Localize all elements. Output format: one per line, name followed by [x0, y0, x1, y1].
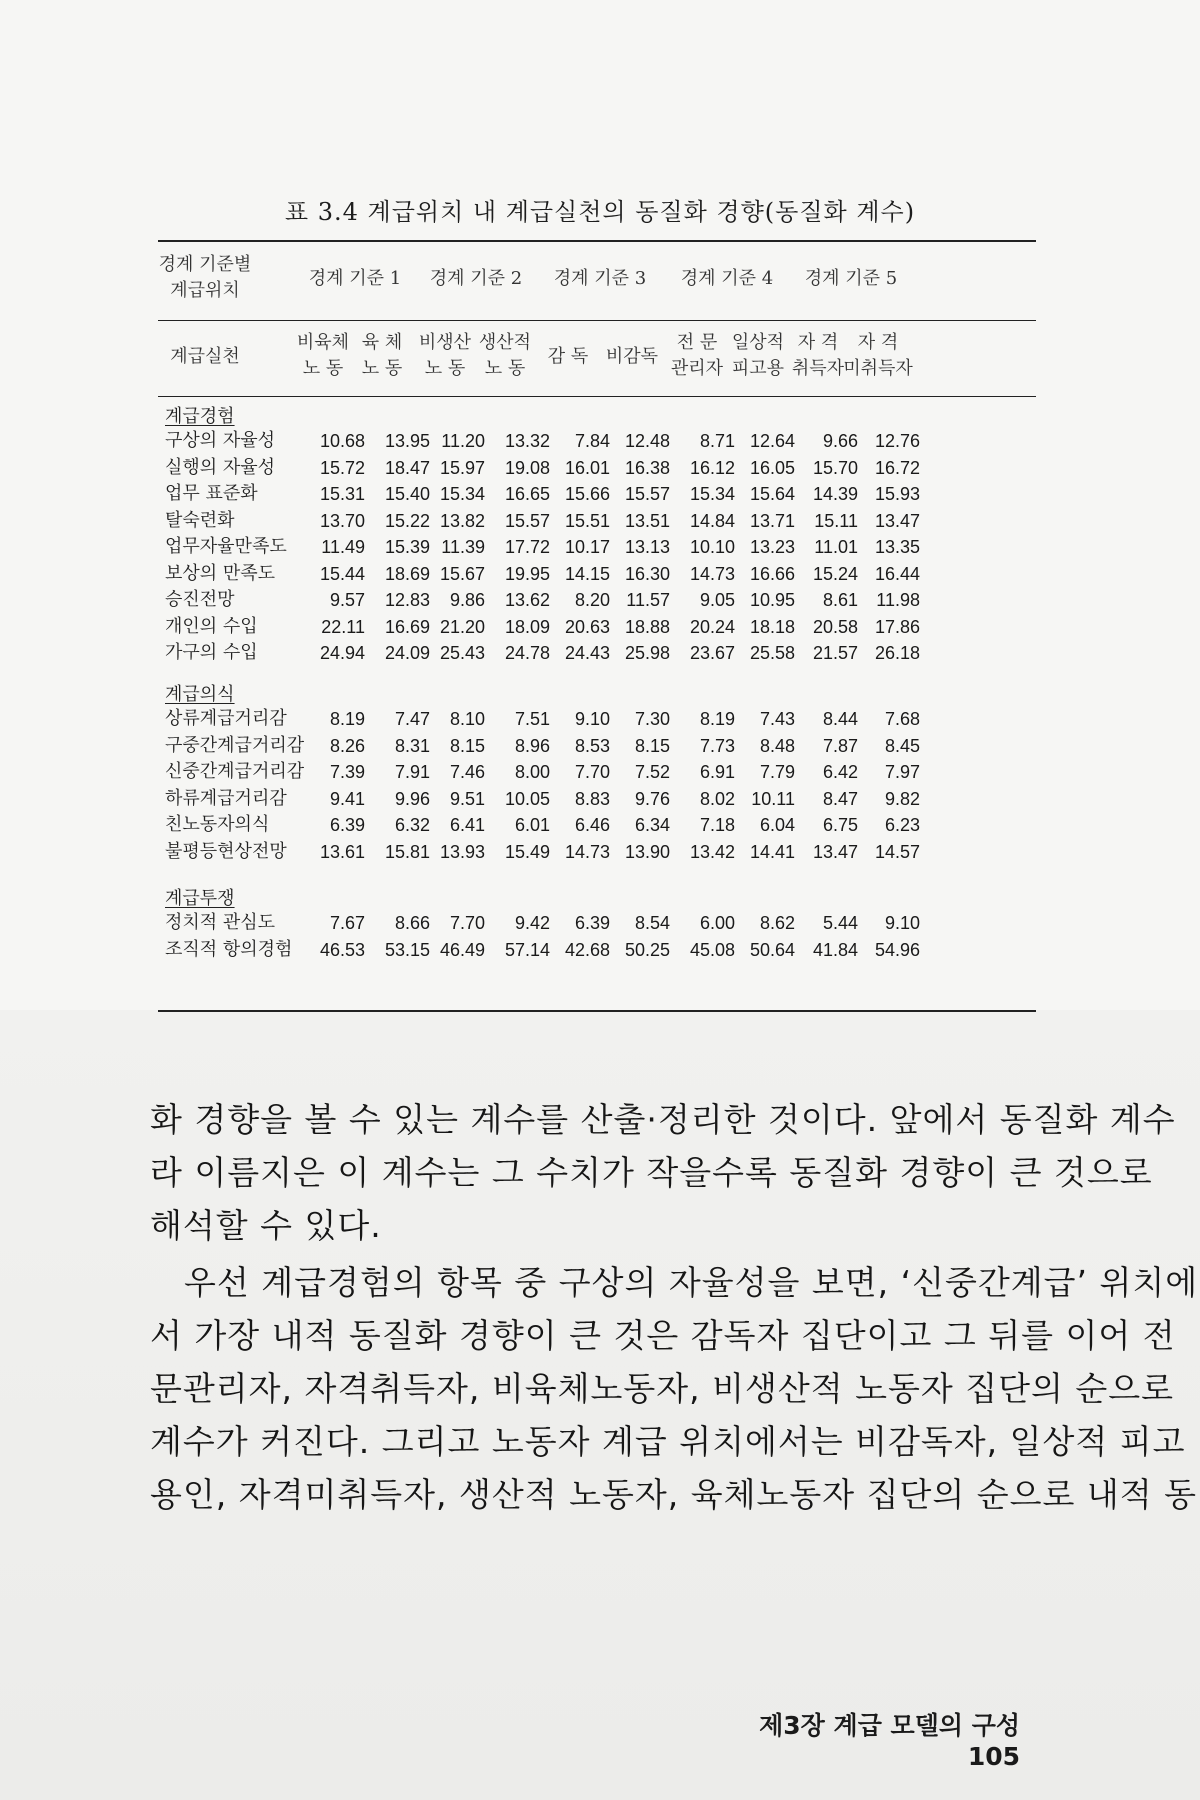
- chapter-title: 제3장 계급 모델의 구성: [759, 1711, 1020, 1740]
- table-row: [0, 561, 1200, 587]
- table-cell: 15.72: [319, 457, 365, 478]
- table-cell: 16.38: [624, 457, 670, 478]
- text-line: 서 가장 내적 동질화 경향이 큰 것은 감독자 집단이고 그 뒤를 이어 전: [150, 1316, 1176, 1355]
- page-footer: [700, 1706, 1020, 1771]
- header-column-line: 일상적: [731, 332, 785, 353]
- table-cell: 9.57: [329, 590, 365, 610]
- table-cell: 10.68: [319, 431, 365, 451]
- header-row-label-1: [150, 252, 260, 304]
- text-line: 우선 계급경험의 항목 중 구상의 자율성을 보면, ‘신중간계급’ 위치에: [184, 1263, 1199, 1302]
- table-cell: 6.00: [699, 913, 735, 933]
- table-cell: 9.66: [822, 431, 858, 451]
- table-cell: 8.26: [329, 735, 365, 756]
- table-cell: 57.14: [504, 939, 550, 960]
- header-column-line: 육 체: [361, 332, 403, 353]
- table-cell: 9.51: [449, 788, 485, 809]
- table-cell: 6.23: [884, 815, 920, 835]
- table-caption: 표 3.4 계급위치 내 계급실천의 동질화 경향(동질화 계수): [284, 198, 916, 226]
- table-cell: 11.98: [876, 590, 920, 610]
- row-label: 승진전망: [165, 589, 235, 610]
- table-cell: 8.47: [822, 788, 858, 809]
- table-cell: 10.10: [689, 537, 735, 557]
- table-cell: 14.84: [689, 510, 735, 531]
- table-cell: 7.18: [699, 815, 735, 835]
- table-cell: 16.69: [384, 616, 430, 637]
- table-cell: 16.72: [874, 457, 920, 478]
- table-cell: 13.47: [874, 510, 920, 531]
- table-cell: 6.41: [449, 815, 485, 835]
- header-column-line: 노 동: [361, 358, 403, 379]
- table-cell: 25.58: [749, 643, 795, 663]
- table-cell: 17.86: [874, 616, 920, 637]
- table-cell: 15.40: [384, 484, 430, 504]
- table-cell: 8.15: [634, 735, 670, 756]
- row-label: 친노동자의식: [165, 814, 270, 835]
- table-cell: 8.71: [699, 431, 735, 451]
- table-cell: 6.34: [634, 815, 670, 835]
- table-cell: 24.09: [384, 643, 430, 663]
- table-cell: 15.44: [319, 563, 365, 584]
- table-cell: 9.76: [634, 788, 670, 809]
- table-cell: 6.32: [394, 815, 430, 835]
- table-cell: 41.84: [812, 939, 858, 960]
- table-row: [0, 587, 1200, 613]
- table-cell: 13.61: [319, 841, 365, 862]
- header-column-line: 자 격: [857, 332, 899, 353]
- header-column-line: 전 문: [676, 332, 718, 353]
- table-cell: 8.02: [699, 788, 735, 809]
- table-cell: 15.66: [564, 484, 610, 504]
- table-cell: 13.47: [812, 841, 858, 862]
- table-cell: 8.96: [514, 735, 550, 756]
- table-cell: 6.75: [822, 815, 858, 835]
- row-label: 가구의 수입: [165, 642, 258, 663]
- table-cell: 11.49: [321, 537, 365, 557]
- table-cell: 15.34: [439, 484, 485, 504]
- body-paragraph-2: [150, 1256, 1199, 1521]
- table-row: [0, 812, 1200, 838]
- header-criterion: 경계 기준 3: [553, 268, 647, 289]
- table-cell: 15.51: [564, 510, 610, 531]
- table-cell: 42.68: [564, 939, 610, 960]
- table-cell: 9.41: [329, 788, 365, 809]
- table-cell: 53.15: [384, 939, 430, 960]
- table-cell: 16.01: [564, 457, 610, 478]
- table-row: [0, 937, 1200, 963]
- table-cell: 50.64: [749, 939, 795, 960]
- table-cell: 6.42: [822, 762, 858, 782]
- table-cell: 8.61: [822, 590, 858, 610]
- header-row-label-line: 계급위치: [170, 280, 240, 301]
- section-title: 계급투쟁: [165, 888, 235, 909]
- text-line: 화 경향을 볼 수 있는 계수를 산출·정리한 것이다. 앞에서 동질화 계수: [150, 1100, 1176, 1139]
- table-cell: 25.43: [439, 643, 485, 663]
- header-criterion: 경계 기준 5: [804, 268, 898, 289]
- table-cell: 16.05: [749, 457, 795, 478]
- table-cell: 20.24: [689, 616, 735, 637]
- table-row: [0, 839, 1200, 865]
- table-cell: 18.18: [749, 616, 795, 637]
- table-cell: 15.93: [874, 484, 920, 504]
- row-label: 신중간계급거리감: [165, 761, 305, 782]
- table-cell: 14.57: [874, 841, 920, 862]
- table-cell: 6.39: [574, 913, 610, 933]
- table-cell: 6.91: [699, 762, 735, 782]
- table-cell: 11.39: [441, 537, 485, 557]
- table-cell: 13.95: [384, 431, 430, 451]
- header-column-line: 피고용: [731, 358, 785, 379]
- table-cell: 15.22: [384, 510, 430, 531]
- table-cell: 18.88: [624, 616, 670, 637]
- row-label: 개인의 수입: [165, 615, 258, 637]
- row-label: 실행의 자율성: [165, 456, 276, 478]
- table-cell: 6.04: [759, 815, 795, 835]
- table-cell: 7.79: [759, 762, 795, 782]
- table-cell: 9.82: [884, 788, 920, 809]
- table-cell: 8.53: [574, 735, 610, 756]
- header-column-line: 노 동: [484, 358, 526, 379]
- table-cell: 9.10: [884, 913, 920, 933]
- table-cell: 9.96: [394, 788, 430, 809]
- table-cell: 25.98: [624, 643, 670, 663]
- table-cell: 12.83: [384, 590, 430, 610]
- table-cell: 14.73: [689, 563, 735, 584]
- table-cell: 24.43: [564, 643, 610, 663]
- table-cell: 7.67: [329, 913, 365, 933]
- table-row: [0, 534, 1200, 560]
- table-cell: 9.10: [574, 709, 610, 729]
- table-cell: 15.64: [749, 484, 795, 504]
- table-cell: 11.01: [814, 537, 858, 557]
- table-cell: 24.78: [504, 643, 550, 663]
- table-cell: 20.63: [564, 616, 610, 637]
- table-cell: 12.76: [874, 431, 920, 451]
- table-cell: 15.97: [439, 457, 485, 478]
- row-label: 불평등현상전망: [165, 840, 287, 862]
- table-cell: 7.47: [394, 709, 430, 729]
- table-cell: 13.93: [439, 841, 485, 862]
- section-title: 계급경험: [165, 406, 235, 427]
- table-cell: 16.66: [749, 563, 795, 584]
- table-row: [0, 455, 1200, 481]
- table-cell: 10.95: [749, 590, 795, 610]
- table-cell: 26.18: [874, 643, 920, 663]
- section-title: 계급의식: [165, 684, 235, 705]
- table-row: [0, 733, 1200, 759]
- text-line: 해석할 수 있다.: [150, 1206, 382, 1245]
- table-cell: 46.53: [319, 939, 365, 960]
- table-cell: 15.57: [504, 510, 550, 531]
- table-cell: 8.83: [574, 788, 610, 809]
- table-cell: 13.71: [749, 510, 795, 531]
- row-label: 조직적 항의경험: [165, 938, 293, 960]
- table-cell: 7.43: [759, 709, 795, 729]
- table-cell: 16.44: [874, 563, 920, 584]
- table-cell: 7.91: [394, 762, 430, 782]
- table-cell: 15.34: [689, 484, 735, 504]
- table-row: [0, 428, 1200, 454]
- row-label: 구상의 자율성: [165, 430, 276, 451]
- table-cell: 18.09: [504, 616, 550, 637]
- table-cell: 50.25: [624, 939, 670, 960]
- table-cell: 14.39: [812, 484, 858, 504]
- table-cell: 6.39: [329, 815, 365, 835]
- table-cell: 7.70: [574, 762, 610, 782]
- table-cell: 7.84: [574, 431, 610, 451]
- table-row: [0, 640, 1200, 666]
- table-cell: 15.49: [504, 841, 550, 862]
- table-cell: 6.01: [514, 815, 550, 835]
- table-cell: 10.17: [564, 537, 610, 557]
- header-column-line: 취득자: [791, 358, 845, 379]
- table-cell: 16.65: [504, 484, 550, 504]
- header-column-line: 생산적: [478, 332, 532, 353]
- table-cell: 20.58: [812, 616, 858, 637]
- header-criterion: 경계 기준 2: [429, 268, 523, 289]
- row-label: 보상의 만족도: [165, 562, 276, 584]
- table-cell: 15.11: [814, 510, 858, 531]
- header-row-label-line: 경계 기준별: [158, 254, 252, 275]
- row-label: 상류계급거리감: [165, 708, 287, 729]
- table-cell: 13.13: [624, 537, 670, 557]
- table-cell: 8.15: [449, 735, 485, 756]
- row-label: 업무 표준화: [165, 483, 258, 504]
- table-cell: 8.10: [449, 709, 485, 729]
- table-cell: 8.45: [884, 735, 920, 756]
- header-column: [838, 330, 918, 382]
- table-cell: 10.11: [751, 788, 795, 809]
- table-cell: 24.94: [319, 643, 365, 663]
- table-cell: 15.81: [384, 841, 430, 862]
- table-cell: 13.32: [504, 431, 550, 451]
- header-column-line: 감 독: [547, 346, 589, 367]
- table-cell: 8.44: [822, 709, 858, 729]
- table-cell: 16.12: [689, 457, 735, 478]
- table-cell: 18.69: [384, 563, 430, 584]
- table-cell: 7.70: [449, 913, 485, 933]
- header-column-line: 미취득자: [843, 358, 913, 379]
- header-column-line: 비생산: [418, 332, 472, 353]
- table-cell: 7.51: [514, 709, 550, 729]
- text-line: 문관리자, 자격취득자, 비육체노동자, 비생산적 노동자 집단의 순으로: [150, 1369, 1174, 1408]
- table-cell: 7.68: [884, 709, 920, 729]
- table-cell: 15.31: [319, 484, 365, 504]
- table-cell: 13.51: [624, 510, 670, 531]
- table-cell: 12.48: [624, 431, 670, 451]
- text-line: 용인, 자격미취득자, 생산적 노동자, 육체노동자 집단의 순으로 내적 동: [150, 1475, 1197, 1514]
- header-column-line: 비감독: [605, 346, 659, 367]
- table-header-rule: [158, 320, 1036, 321]
- row-label: 정치적 관심도: [165, 912, 276, 933]
- table-cell: 6.46: [574, 815, 610, 835]
- table-row: [0, 759, 1200, 785]
- table-cell: 45.08: [689, 939, 735, 960]
- table-row: [0, 614, 1200, 640]
- table-cell: 9.42: [514, 913, 550, 933]
- row-label: 구중간계급거리감: [165, 734, 305, 756]
- table-bottom-rule: [158, 1010, 1036, 1012]
- table-cell: 13.35: [874, 537, 920, 557]
- page-number: 105: [967, 1742, 1020, 1771]
- table-cell: 8.62: [759, 913, 795, 933]
- table-row: [0, 706, 1200, 732]
- table-cell: 21.57: [812, 643, 858, 663]
- row-label: 업무자율만족도: [165, 536, 287, 557]
- table-cell: 7.39: [329, 762, 365, 782]
- table-cell: 13.42: [689, 841, 735, 862]
- table-cell: 13.23: [749, 537, 795, 557]
- table-subheader-rule: [158, 396, 1036, 397]
- table-row: [0, 910, 1200, 936]
- header-column-line: 비육체: [296, 332, 350, 353]
- body-paragraph-1: [150, 1093, 1176, 1252]
- header-column-line: 노 동: [302, 358, 344, 379]
- table-cell: 9.05: [699, 590, 735, 610]
- table-cell: 5.44: [822, 913, 858, 933]
- table-cell: 8.20: [574, 590, 610, 610]
- table-cell: 14.41: [749, 841, 795, 862]
- table-cell: 7.87: [822, 735, 858, 756]
- header-column-line: 자 격: [797, 332, 839, 353]
- table-cell: 10.05: [504, 788, 550, 809]
- text-line: 라 이름지은 이 계수는 그 수치가 작을수록 동질화 경향이 큰 것으로: [150, 1153, 1153, 1192]
- table-cell: 11.20: [441, 431, 485, 451]
- table-cell: 7.46: [449, 762, 485, 782]
- header-column-line: 노 동: [424, 358, 466, 379]
- table-cell: 21.20: [439, 616, 485, 637]
- header-column-line: 관리자: [670, 358, 724, 379]
- table-cell: 15.39: [384, 537, 430, 557]
- table-top-rule: [158, 240, 1036, 242]
- table-cell: 22.11: [321, 616, 365, 637]
- table-cell: 13.82: [439, 510, 485, 531]
- table-cell: 14.15: [564, 563, 610, 584]
- table-cell: 8.19: [329, 709, 365, 729]
- table-cell: 8.00: [514, 762, 550, 782]
- table-row: [0, 481, 1200, 507]
- table-cell: 19.95: [504, 563, 550, 584]
- table-cell: 12.64: [749, 431, 795, 451]
- table-cell: 7.97: [884, 762, 920, 782]
- table-cell: 8.54: [634, 913, 670, 933]
- table-cell: 7.73: [699, 735, 735, 756]
- text-line: 계수가 커진다. 그리고 노동자 계급 위치에서는 비감독자, 일상적 피고: [150, 1422, 1186, 1461]
- table-cell: 23.67: [689, 643, 735, 663]
- header-criterion: 경계 기준 4: [680, 268, 774, 289]
- table-cell: 15.57: [624, 484, 670, 504]
- table-cell: 16.30: [624, 563, 670, 584]
- table-cell: 17.72: [504, 537, 550, 557]
- table-cell: 19.08: [504, 457, 550, 478]
- table-cell: 7.52: [634, 762, 670, 782]
- table-cell: 11.57: [626, 590, 670, 610]
- table-cell: 13.90: [624, 841, 670, 862]
- header-criterion: 경계 기준 1: [308, 268, 402, 289]
- table-cell: 9.86: [449, 590, 485, 610]
- table-cell: 8.48: [759, 735, 795, 756]
- table-cell: 8.31: [394, 735, 430, 756]
- row-label: 탈숙련화: [165, 509, 235, 531]
- header-row-label-2: 계급실천: [170, 346, 240, 367]
- table-cell: 54.96: [874, 939, 920, 960]
- table-cell: 15.24: [812, 563, 858, 584]
- table-cell: 18.47: [384, 457, 430, 478]
- table-cell: 14.73: [564, 841, 610, 862]
- table-cell: 13.70: [319, 510, 365, 531]
- table-cell: 8.66: [394, 913, 430, 933]
- table-row: [0, 786, 1200, 812]
- table-cell: 13.62: [504, 590, 550, 610]
- table-cell: 7.30: [634, 709, 670, 729]
- table-cell: 15.67: [439, 563, 485, 584]
- row-label: 하류계급거리감: [165, 787, 287, 809]
- table-row: [0, 508, 1200, 534]
- table-cell: 15.70: [812, 457, 858, 478]
- table-cell: 8.19: [699, 709, 735, 729]
- table-cell: 46.49: [439, 939, 485, 960]
